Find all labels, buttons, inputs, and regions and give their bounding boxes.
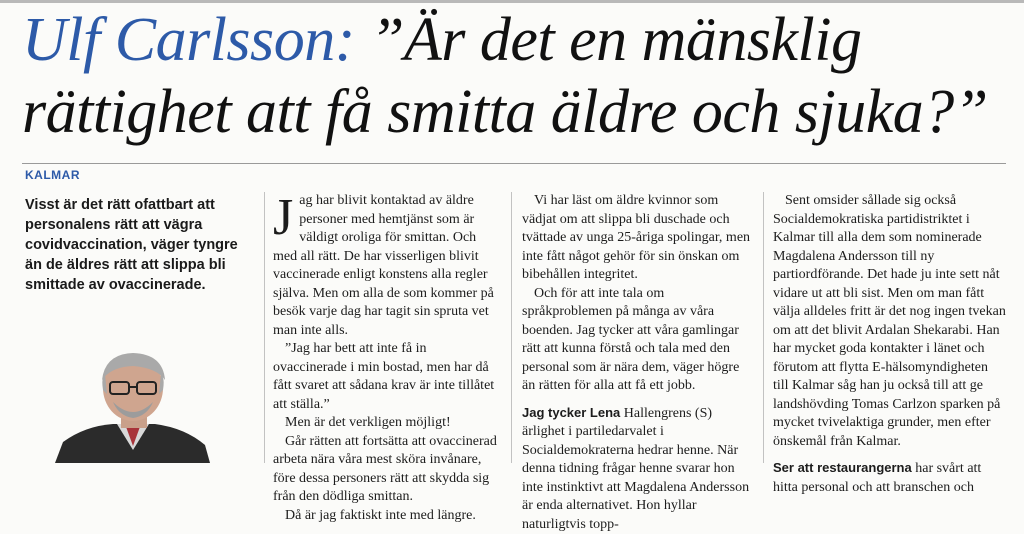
paragraph xyxy=(773,459,1007,497)
paragraph xyxy=(522,404,754,534)
paragraph-text: Hallengrens (S) ärlighet i partiledarvalet i Socialdemokraterna hedrar henne. När denna tidning frågar henne svarar hon inte instinktivt att Magdalena Andersson är enda alternativet. Hon hyllar naturligtvis topp- xyxy=(522,406,749,532)
section-label: KALMAR xyxy=(25,168,80,182)
column-divider-2 xyxy=(511,192,512,463)
headline-line2: rättighet att få smitta äldre och sjuka?” xyxy=(22,78,988,146)
paragraph: Och för att inte tala om språkproblemen på många av våra boenden. Jag tycker att våra gamlingar rätt att kunna förstå och tala med den personal som är nära dem, väger högre än rätten för alla att få ett jobb. xyxy=(522,285,754,396)
author-photo xyxy=(55,350,210,463)
drop-cap: J xyxy=(273,196,293,240)
paragraph-text: har svårt att hitta personal och att branschen och xyxy=(773,461,981,495)
headline-author: Ulf Carlsson: xyxy=(22,6,355,74)
paragraph: Sent omsider sållade sig också Socialdemokratiska partidistriktet i Kalmar till alla dem som nominerade Magdalena Andersson till ny partiordförande. Det hade ju inte sett nåt vidare ut att bli sist. Men om man fått välja alldeles fritt är det nog ingen tvekan om att det blivit Ardalan Shekarabi. Han har mycket goda kontakter i länet och förutom att flytta E-hälsomyndigheten till Kalmar såg han ju också till att ge landshövding Tomas Carlzon sparken på mycket tvivelaktiga grunder, men efter önskemål från Kalmar. xyxy=(773,192,1007,451)
ingress: Visst är det rätt ofattbart att personalens rätt att vägra covidvaccination, väger tyngre än de äldres rätt att slippa bli smittade av ovaccinerade. xyxy=(25,195,250,295)
paragraph: ”Jag har bett att inte få in ovaccinerade i min bostad, men har då fått svaret att sådana krav är inte tillåtet att ställa.” xyxy=(273,340,503,414)
paragraph-text: ag har blivit kontaktad av äldre personer med hemtjänst som är väldigt oroliga för smittan. Och med all rätt. De har visserligen blivit vaccinerade enligt konstens alla regler själva. Men om alla de som kommer på besök varje dag har tagit sin spruta vet man inte alls. xyxy=(273,193,494,338)
column-1 xyxy=(273,192,503,525)
paragraph-lead: Ser att restaurangerna xyxy=(773,460,912,475)
column-divider-3 xyxy=(763,192,764,463)
section-rule xyxy=(22,163,1006,164)
paragraph: Då är jag faktiskt inte med längre. xyxy=(273,507,503,526)
paragraph: Går rätten att fortsätta att ovaccinerad arbeta nära våra mest sköra invånare, före dessa personers rätt att skydda sig från den dödliga smittan. xyxy=(273,433,503,507)
top-rule xyxy=(0,0,1024,3)
paragraph xyxy=(273,192,503,340)
paragraph: Men är det verkligen möjligt! xyxy=(273,414,503,433)
column-3 xyxy=(773,192,1007,497)
column-divider-1 xyxy=(264,192,265,463)
column-2 xyxy=(522,192,754,534)
headline-line1: ”Är det en mänsklig xyxy=(355,6,862,74)
paragraph: Vi har läst om äldre kvinnor som vädjat om att slippa bli duschade och tvättade av unga 25-åriga spolingar, men inte fått något gehör för sin önskan om bibehållen integritet. xyxy=(522,192,754,285)
headline xyxy=(22,4,1012,148)
paragraph-lead: Jag tycker Lena xyxy=(522,405,620,420)
